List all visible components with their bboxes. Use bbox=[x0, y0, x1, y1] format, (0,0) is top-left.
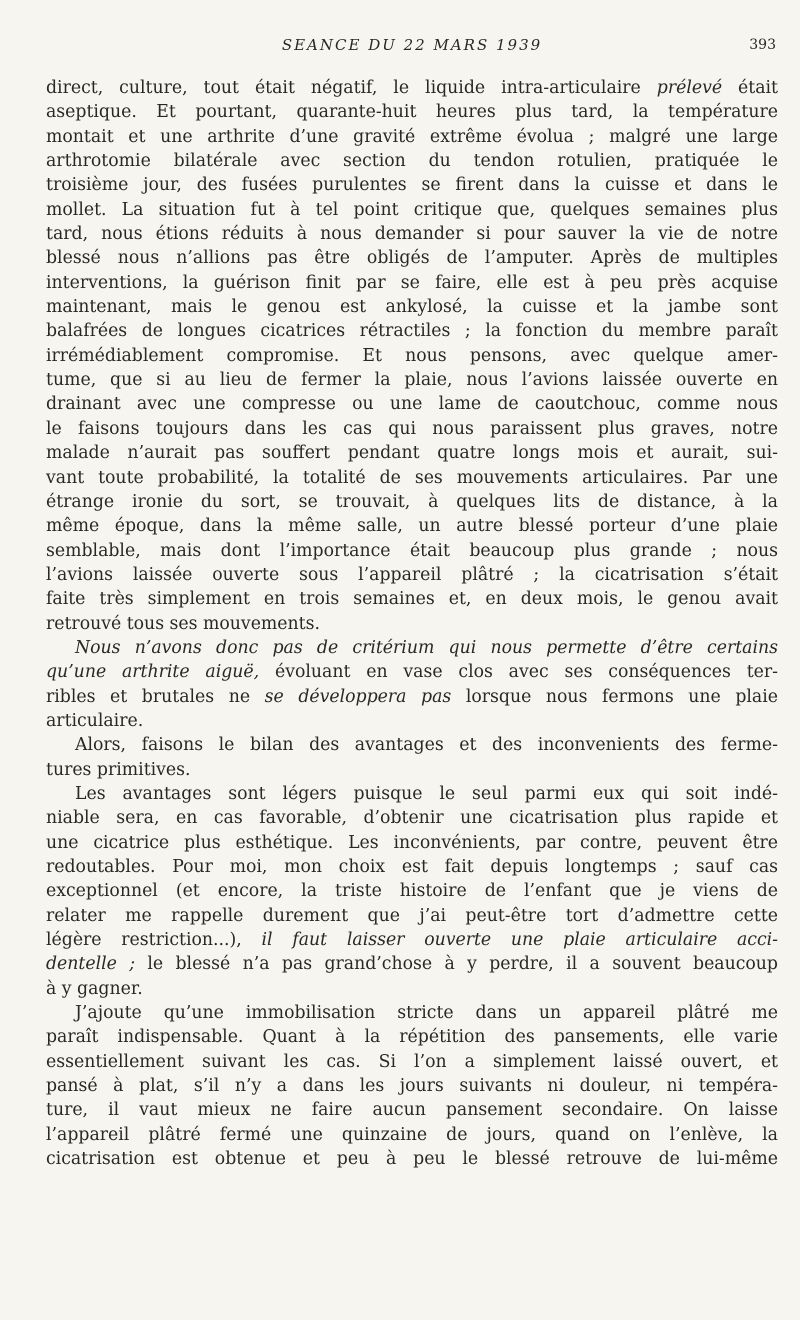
text-line bbox=[46, 1074, 778, 1098]
text-line bbox=[46, 149, 778, 173]
paragraph bbox=[46, 1001, 778, 1171]
text-run: niable sera, en cas favorable, d’obtenir une cicatrisation plus rapide et bbox=[46, 808, 778, 829]
text-run: à y gagner. bbox=[46, 978, 143, 999]
text-run: une cicatrice plus esthétique. Les inconvénients, par contre, peuvent être bbox=[46, 832, 778, 853]
text-run: l’appareil plâtré fermé une quinzaine de jours, quand on l’enlève, la bbox=[46, 1124, 778, 1145]
page-number: 393 bbox=[749, 37, 776, 53]
text-run: lorsque nous fermons une plaie bbox=[451, 686, 778, 707]
text-line bbox=[46, 344, 778, 368]
italic-text: dentelle ; bbox=[46, 954, 136, 975]
text-run: blessé nous n’allions pas être obligés de l’amputer. Après de multiples bbox=[46, 248, 778, 269]
text-run: évoluant en vase clos avec ses conséquences ter- bbox=[259, 662, 778, 683]
text-line bbox=[46, 928, 778, 952]
italic-text: il faut laisser ouverte une plaie articulaire acci- bbox=[261, 930, 778, 951]
text-run: montait et une arthrite d’une gravité extrême évolua ; malgré une large bbox=[46, 126, 778, 147]
text-line bbox=[46, 173, 778, 197]
running-title: SEANCE DU 22 MARS 1939 bbox=[281, 36, 543, 54]
text-line bbox=[46, 831, 778, 855]
text-run: semblable, mais dont l’importance était beaucoup plus grande ; nous bbox=[46, 540, 778, 561]
text-run: exceptionnel (et encore, la triste histoire de l’enfant que je viens de bbox=[46, 881, 778, 902]
text-line bbox=[46, 709, 778, 733]
text-line bbox=[46, 539, 778, 563]
text-run: tures primitives. bbox=[46, 759, 191, 780]
text-run: malade n’aurait pas souffert pendant quatre longs mois et aurait, sui- bbox=[46, 443, 778, 464]
text-run: pansé à plat, s’il n’y a dans les jours suivants ni douleur, ni tempéra- bbox=[46, 1076, 778, 1097]
text-run: J’ajoute qu’une immobilisation stricte dans un appareil plâtré me bbox=[75, 1003, 778, 1024]
text-run: étrange ironie du sort, se trouvait, à quelques lits de distance, à la bbox=[46, 491, 778, 512]
text-line bbox=[46, 952, 778, 976]
text-line bbox=[46, 758, 778, 782]
text-line bbox=[46, 1050, 778, 1074]
text-run: interventions, la guérison finit par se faire, elle est à peu près acquise bbox=[46, 272, 778, 293]
text-line bbox=[46, 855, 778, 879]
text-run: Les avantages sont légers puisque le seul parmi eux qui soit indé- bbox=[75, 783, 778, 804]
text-line bbox=[46, 198, 778, 222]
text-run: était bbox=[722, 78, 778, 98]
text-line bbox=[46, 782, 778, 806]
text-run: retrouvé tous ses mouvements. bbox=[46, 613, 320, 634]
page-header bbox=[46, 36, 778, 60]
text-run: irrémédiablement compromise. Et nous pensons, avec quelque amer- bbox=[46, 345, 778, 366]
paragraph bbox=[46, 76, 778, 636]
text-line bbox=[46, 1123, 778, 1147]
text-run: ribles et brutales ne bbox=[46, 686, 265, 707]
text-line bbox=[46, 904, 778, 928]
text-run: articulaire. bbox=[46, 710, 144, 731]
text-run: troisième jour, des fusées purulentes se firent dans la cuisse et dans le bbox=[46, 175, 778, 196]
text-line bbox=[46, 685, 778, 709]
text-line bbox=[46, 563, 778, 587]
text-run: Alors, faisons le bilan des avantages et des inconvenients des ferme- bbox=[75, 735, 778, 756]
paragraph bbox=[46, 733, 778, 782]
text-run: arthrotomie bilatérale avec section du tendon rotulien, pratiquée le bbox=[46, 151, 778, 172]
text-run: l’avions laissée ouverte sous l’appareil plâtré ; la cicatrisation s’était bbox=[46, 564, 778, 585]
text-line bbox=[46, 246, 778, 270]
text-run: essentiellement suivant les cas. Si l’on a simplement laissé ouvert, et bbox=[46, 1051, 778, 1072]
text-run: vant toute probabilité, la totalité de ses mouvements articulaires. Par une bbox=[46, 467, 778, 488]
body-text bbox=[46, 76, 778, 1171]
text-line bbox=[46, 587, 778, 611]
text-line bbox=[46, 1098, 778, 1122]
italic-text: Nous n’avons donc pas de critérium qui nous permette d’être certains bbox=[75, 637, 778, 658]
text-run: drainant avec une compresse ou une lame de caoutchouc, comme nous bbox=[46, 394, 778, 415]
text-run: redoutables. Pour moi, mon choix est fait depuis longtemps ; sauf cas bbox=[46, 857, 778, 877]
text-line bbox=[46, 271, 778, 295]
text-line bbox=[46, 392, 778, 416]
text-line bbox=[46, 1147, 778, 1171]
text-line bbox=[46, 733, 778, 757]
text-run: cicatrisation est obtenue et peu à peu le blessé retrouve de lui-même bbox=[46, 1149, 778, 1170]
italic-text: prélevé bbox=[656, 78, 723, 98]
text-line bbox=[46, 222, 778, 246]
paragraph bbox=[46, 636, 778, 733]
text-run: même époque, dans la même salle, un autre blessé porteur d’une plaie bbox=[46, 516, 778, 537]
text-line bbox=[46, 660, 778, 684]
text-run: ture, il vaut mieux ne faire aucun pansement secondaire. On laisse bbox=[46, 1100, 778, 1121]
text-run: le faisons toujours dans les cas qui nous paraissent plus graves, notre bbox=[46, 418, 778, 439]
text-line bbox=[46, 76, 778, 100]
text-line bbox=[46, 514, 778, 538]
text-line bbox=[46, 100, 778, 124]
italic-text: qu’une arthrite aiguë, bbox=[46, 662, 260, 683]
text-line bbox=[46, 977, 778, 1001]
text-run: aseptique. Et pourtant, quarante-huit heures plus tard, la température bbox=[46, 102, 778, 123]
text-run: légère restriction...), bbox=[46, 930, 262, 951]
text-run: mollet. La situation fut à tel point critique que, quelques semaines plus bbox=[46, 199, 778, 220]
text-line bbox=[46, 466, 778, 490]
text-line bbox=[46, 1001, 778, 1025]
paragraph bbox=[46, 782, 778, 1001]
text-run: tume, que si au lieu de fermer la plaie, nous l’avions laissée ouverte en bbox=[46, 370, 778, 391]
text-line bbox=[46, 1025, 778, 1049]
text-line bbox=[46, 806, 778, 830]
text-line bbox=[46, 441, 778, 465]
text-run: maintenant, mais le genou est ankylosé, la cuisse et la jambe sont bbox=[46, 297, 778, 318]
text-line bbox=[46, 636, 778, 660]
text-run: relater me rappelle durement que j’ai peut-être tort d’admettre cette bbox=[46, 905, 778, 926]
text-line bbox=[46, 295, 778, 319]
text-line bbox=[46, 612, 778, 636]
text-run: paraît indispensable. Quant à la répétition des pansements, elle varie bbox=[46, 1027, 778, 1048]
text-line bbox=[46, 319, 778, 343]
text-run: direct, culture, tout était négatif, le liquide intra-articulaire bbox=[46, 78, 657, 98]
italic-text: se développera pas bbox=[264, 686, 452, 707]
text-line bbox=[46, 490, 778, 514]
text-line bbox=[46, 417, 778, 441]
text-line bbox=[46, 879, 778, 903]
text-line bbox=[46, 125, 778, 149]
text-run: faite très simplement en trois semaines et, en deux mois, le genou avait bbox=[46, 589, 778, 610]
text-run: tard, nous étions réduits à nous demander si pour sauver la vie de notre bbox=[46, 224, 778, 245]
text-run: le blessé n’a pas grand’chose à y perdre, il a souvent beaucoup bbox=[135, 954, 778, 975]
text-line bbox=[46, 368, 778, 392]
text-run: balafrées de longues cicatrices rétractiles ; la fonction du membre paraît bbox=[46, 321, 778, 342]
